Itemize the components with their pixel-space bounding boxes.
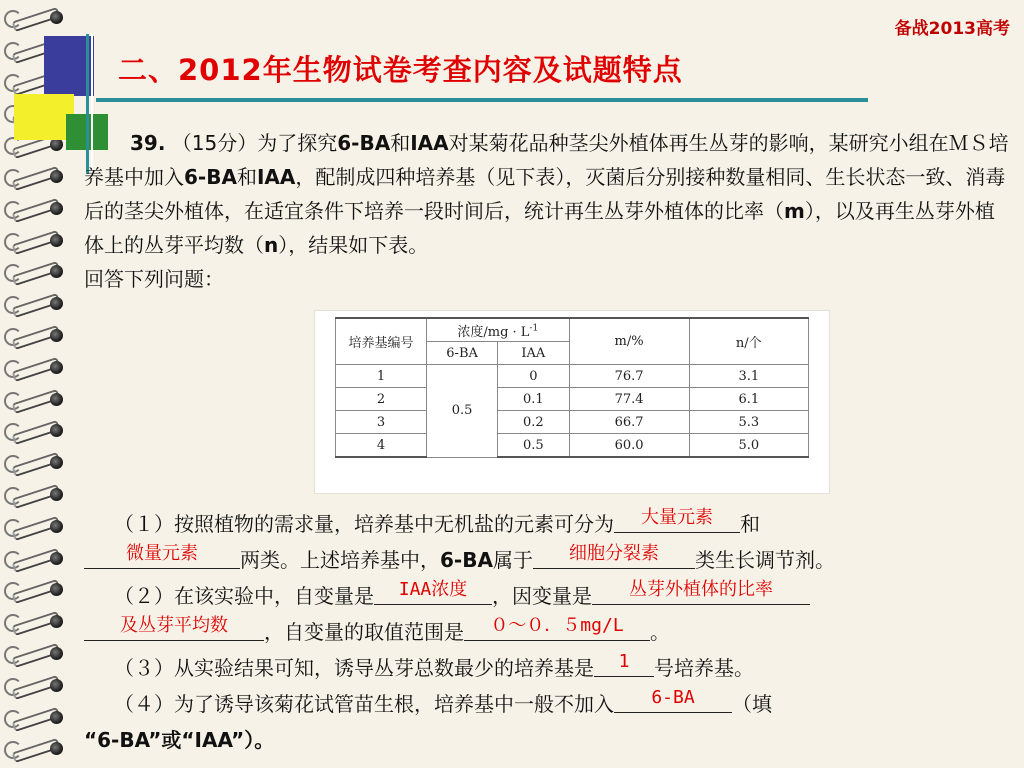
binding-ring [4,390,68,408]
answer-blank [592,578,810,605]
q1-text-c: 两类。上述培养基中， [240,548,440,572]
cell-id: 4 [336,434,427,458]
q1-text-f: 类生长调节剂。 [694,548,835,572]
answer-blank [84,542,240,569]
table-row [336,388,809,411]
answer-q1-3: 细胞分裂素 [568,543,659,564]
question-text-e: 对某菊花品种茎尖外植体再生丛芽的影响，某研究小组在ＭＳ培养基中加入 [84,131,1009,189]
question-text-c: 和 [390,131,411,155]
answer-q3: 1 [618,651,630,672]
question-prompt: 回答下列问题： [84,267,224,291]
answer-blank [614,686,732,713]
table-row [336,434,809,458]
th-m: m/% [569,318,689,365]
th-concentration [427,318,570,342]
cell-iaa: 0.5 [498,434,569,458]
answer-blank [374,578,492,605]
q1-text-b: 和 [740,512,760,536]
binding-ring [4,485,68,503]
q4-text-c: “6-BA”或“IAA”）。 [84,728,275,752]
binding-ring [4,358,68,376]
question-text-i: ，配制成四种培养基（见下表），灭菌后分别接种数量相同、生长状态一致、消毒后的茎尖外植体，在适宜条件下培养一段时间后，统计再生丛芽外植体的比率（ [84,165,1006,223]
answer-blank [464,614,650,641]
q2-text-a: （２）在该实验中，自变量是 [114,584,374,608]
cell-n: 6.1 [689,388,808,411]
question-number: 39. [130,131,166,155]
symbol-m: m [784,199,805,223]
results-table [335,317,809,458]
q3-text-a: （３）从实验结果可知，诱导丛芽总数最少的培养基是 [114,656,594,680]
binding-ring [4,231,68,249]
binding-ring [4,167,68,185]
answer-line-4 [84,614,1014,650]
q4-text-a: （４）为了诱导该菊花试管苗生根，培养基中一般不加入 [114,692,614,716]
term-6ba: 6-BA [337,131,391,155]
th-n: n/个 [689,318,808,365]
term-iaa: IAA [410,131,449,155]
binding-ring [4,262,68,280]
cell-m: 66.7 [569,411,689,434]
cell-id: 3 [336,411,427,434]
answer-blank [594,650,654,677]
answer-line-5 [84,650,1014,686]
question-text-a: 为了探究 [257,131,338,155]
question-text [84,126,1014,262]
answer-line-3 [84,578,1014,614]
cell-id: 1 [336,365,427,388]
answer-line-6 [84,686,1014,722]
binding-ring [4,199,68,217]
th-concentration-label: 浓度/mg · L [457,324,530,340]
th-medium-id: 培养基编号 [336,318,427,365]
term-6ba-2: 6-BA [184,165,237,189]
cell-m: 76.7 [569,365,689,388]
binding-ring [4,739,68,757]
binding-ring [4,676,68,694]
question-points: （15分） [171,131,258,155]
binding-ring [4,644,68,662]
th-iaa: IAA [498,342,569,365]
cell-n: 5.0 [689,434,808,458]
results-table-figure [314,310,830,494]
q2-text-d: 。 [650,620,670,644]
decor-yellow-block [14,94,74,140]
binding-ring [4,612,68,630]
answer-q4: 6-BA [651,687,695,708]
cell-n: 3.1 [689,365,808,388]
binding-ring [4,549,68,567]
q3-text-b: 号培养基。 [654,656,754,680]
th-concentration-exponent: -1 [529,323,539,334]
answer-q1-2: 微量元素 [126,543,198,564]
q2-text-c: ，自变量的取值范围是 [264,620,464,644]
binding-ring [4,708,68,726]
cell-n: 5.3 [689,411,808,434]
answer-q2-1: IAA浓度 [398,579,468,600]
question-text-k: ），以及再生丛芽外植体上的丛芽平均数（ [84,199,995,257]
table-row [336,365,809,388]
answer-q2-3: ０～０．５mg/L [490,615,624,636]
cell-m: 77.4 [569,388,689,411]
title-underline [96,98,868,102]
question-text-g: 和 [236,165,257,189]
binding-ring [4,8,68,26]
answer-blank [84,614,264,641]
q2-text-b: ，因变量是 [492,584,592,608]
binding-ring [4,517,68,535]
slide-title: 二、2012年生物试卷考查内容及试题特点 [118,53,683,87]
cell-iaa: 0.2 [498,411,569,434]
answer-blank [614,506,740,533]
answer-blank [533,542,695,569]
cell-id: 2 [336,388,427,411]
q1-text-a: （１）按照植物的需求量，培养基中无机盐的元素可分为 [114,512,614,536]
answer-line-1 [84,506,1014,542]
header-tag: 备战2013高考 [894,19,1010,39]
binding-ring [4,580,68,598]
answer-line-7 [84,722,1014,758]
binding-ring [4,294,68,312]
table-row [336,411,809,434]
binding-ring [4,453,68,471]
q4-text-b: （填 [732,692,772,716]
binding-ring [4,421,68,439]
answer-line-2 [84,542,1014,578]
th-6ba: 6-BA [427,342,498,365]
answer-section [84,506,1014,758]
question-body [84,126,1014,296]
term-iaa-2: IAA [256,165,296,189]
answer-q2-2a: 丛芽外植体的比率 [629,579,773,600]
q1-term-6ba: 6-BA [440,548,493,572]
cell-iaa: 0 [498,365,569,388]
binding-ring [4,326,68,344]
answer-q1-1: 大量元素 [641,507,713,528]
question-text-m: ），结果如下表。 [278,233,429,257]
symbol-n: n [264,233,279,257]
q1-text-e: 属于 [492,548,533,572]
cell-6ba-value: 0.5 [427,365,498,458]
cell-m: 60.0 [569,434,689,458]
answer-q2-2b: 及丛芽平均数 [120,615,228,636]
cell-iaa: 0.1 [498,388,569,411]
